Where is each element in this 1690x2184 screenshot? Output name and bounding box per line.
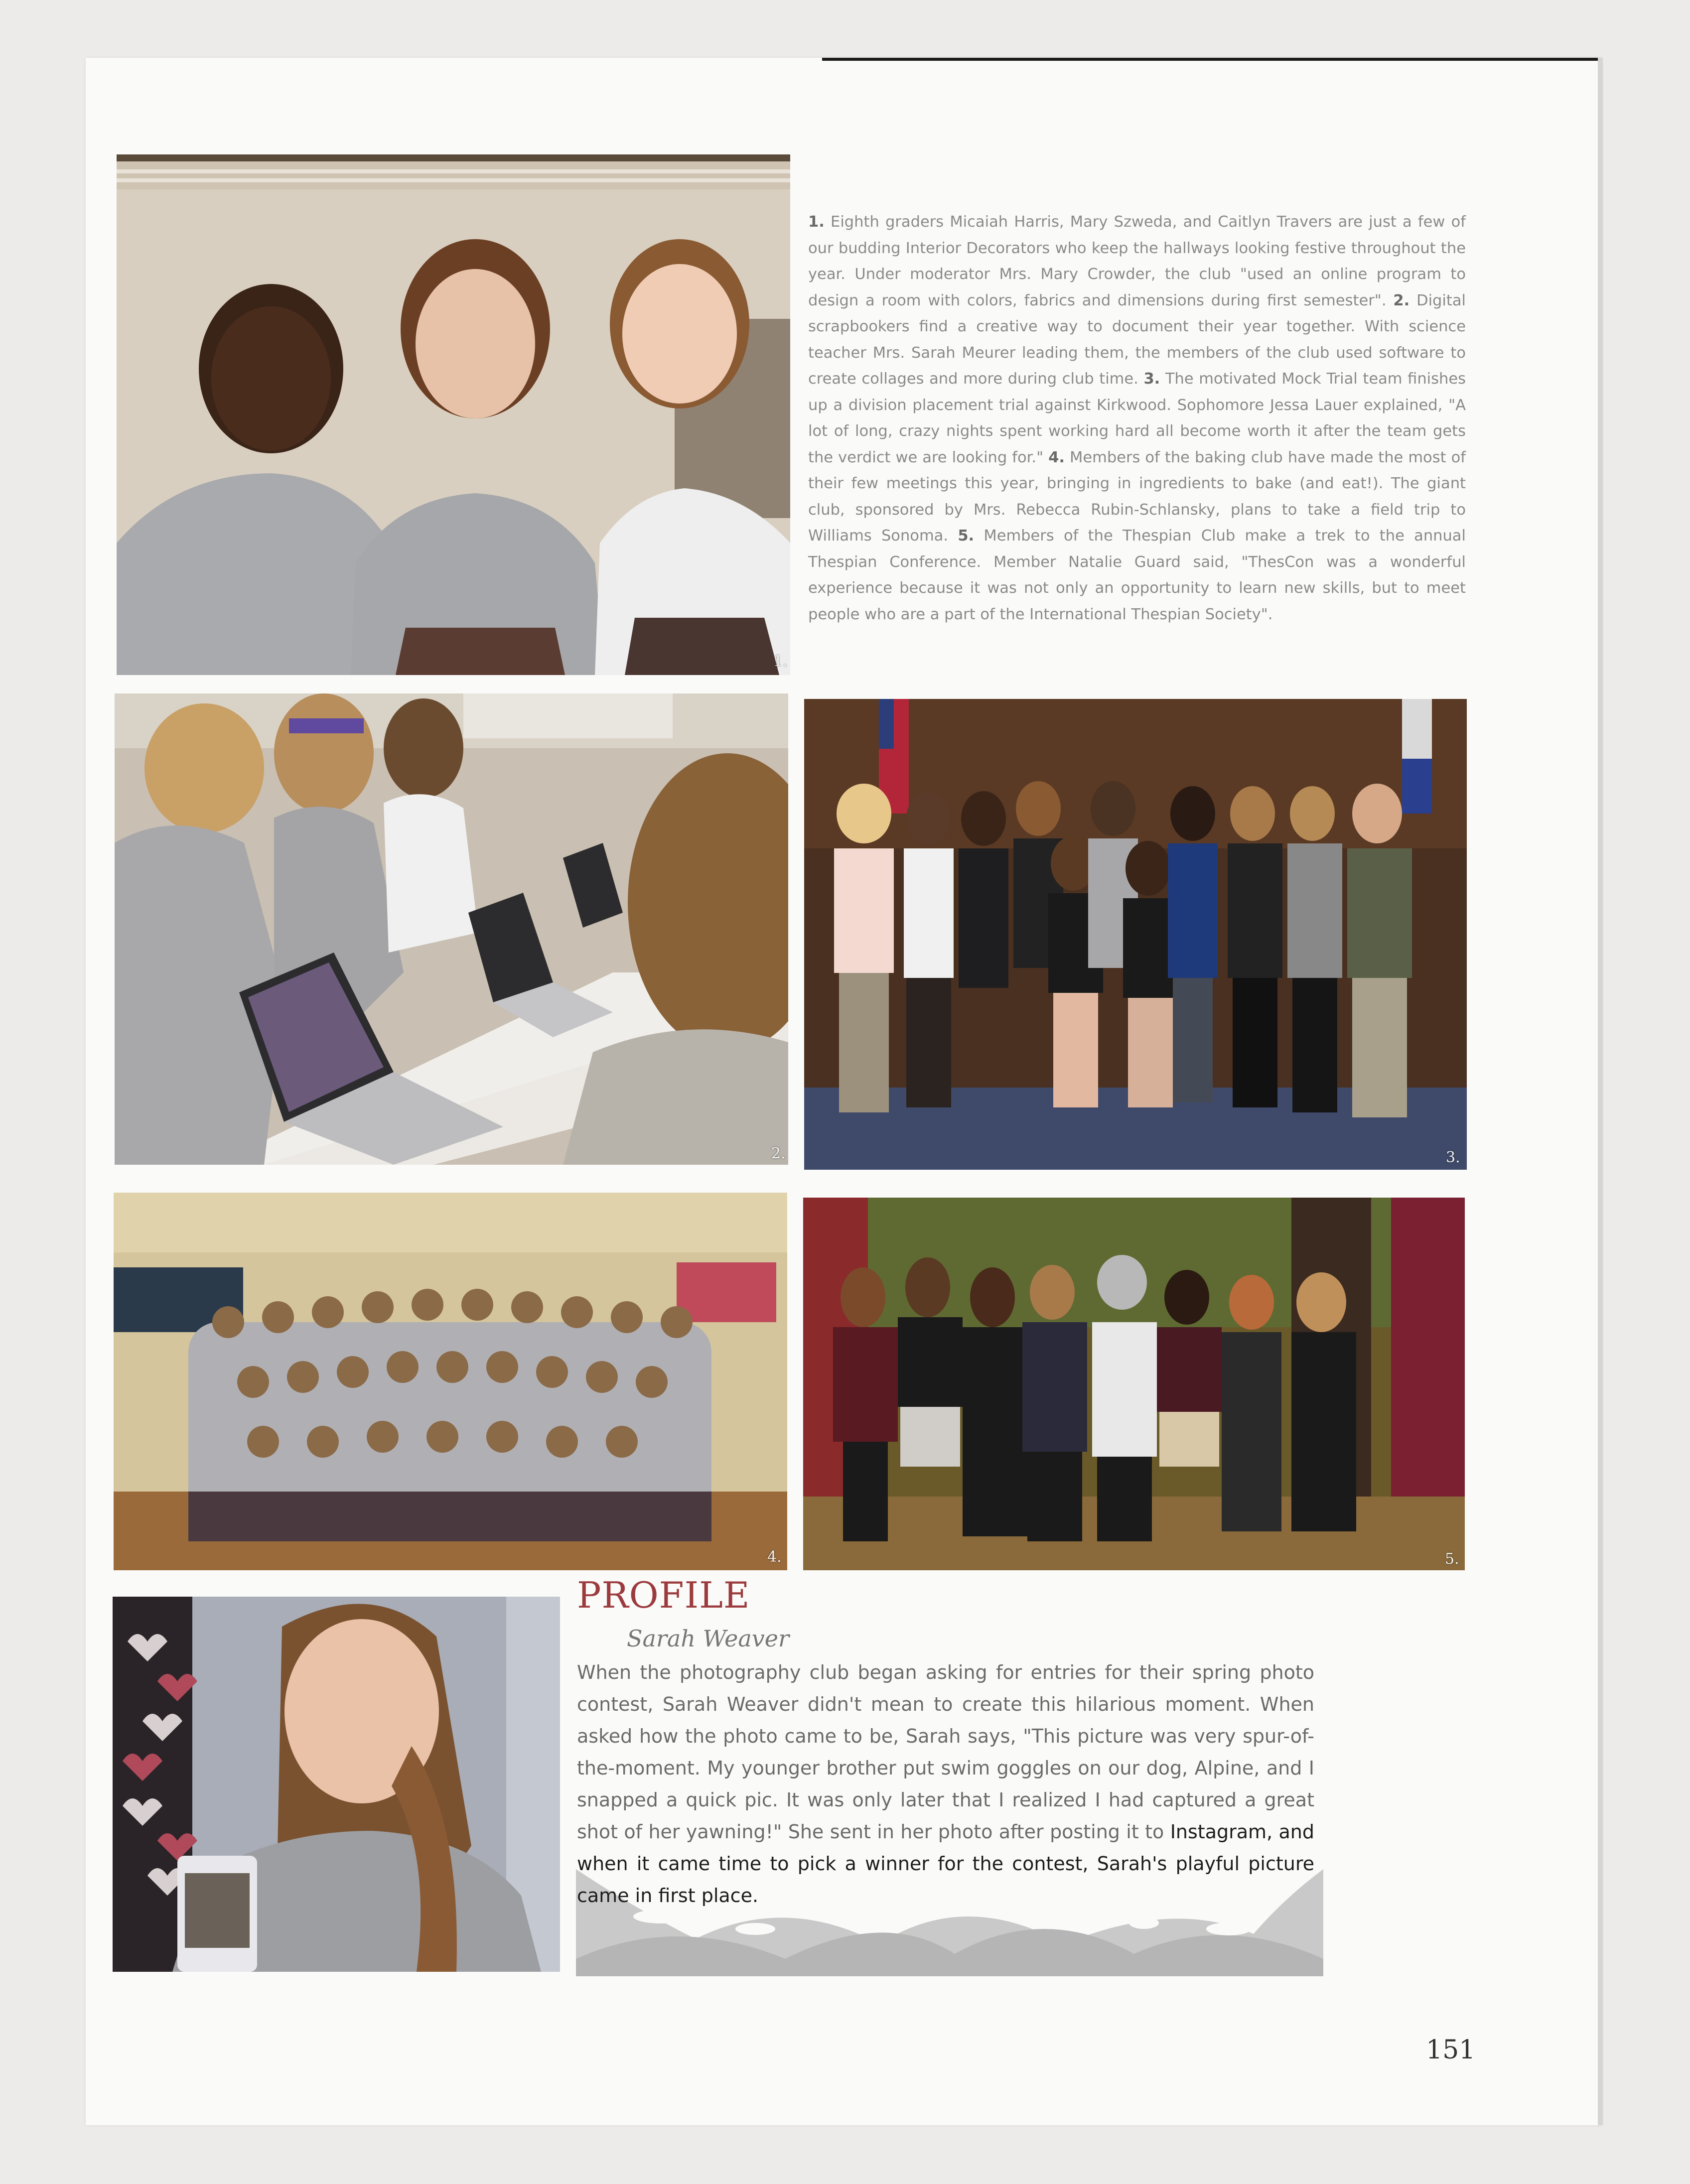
caption-number-5: 5. (958, 527, 975, 545)
photo-2-number: 2. (771, 1145, 786, 1162)
photo-5-number: 5. (1445, 1550, 1459, 1568)
photo-3-number: 3. (1446, 1149, 1460, 1166)
caption-text-5: Members of the Thespian Club make a trek to the annual Thespian Conference. Member Natalie Guard said, "ThesCon was a wonderful experience because it was not only an opportunity to learn new skills, but to meet people who are a part of the International Thespian Society". (808, 527, 1466, 623)
photo-4-number: 4. (767, 1548, 782, 1566)
caption-number-2: 2. (1393, 291, 1410, 309)
profile-title: PROFILE (577, 1574, 750, 1616)
profile-body (577, 1656, 1314, 1911)
caption-number-3: 3. (1143, 370, 1160, 388)
profile-body-text: When the photography club began asking for entries for their spring photo contest, Sarah Weaver didn't mean to create this hilarious moment. When asked how the photo came to be, Sarah says, "This picture was very spur-of-the-moment. My younger brother put swim goggles on our dog, Alpine, and I snapped a quick pic. It was only later that I realized I had captured a great shot of her yawning!" She sent in her photo after posting it to (577, 1661, 1314, 1843)
photo-1 (117, 154, 790, 675)
photo-4 (114, 1193, 787, 1570)
caption-text-4: Members of the baking club have made the most of their few meetings this year, bringing in ingredients to bake (and eat!). The giant club, sponsored by Mrs. Rebecca Rubin-Schlansky, plans to take a field trip to Williams Sonoma. (808, 448, 1466, 545)
page-edge (1598, 58, 1603, 2125)
photo-2 (115, 693, 788, 1165)
photo-profile (113, 1597, 560, 1972)
page-number: 151 (1426, 2035, 1476, 2065)
photo-5 (803, 1198, 1465, 1570)
photo-3 (804, 699, 1467, 1170)
photo-1-number: 1. (773, 653, 788, 670)
caption-text-3: The motivated Mock Trial team finishes up a division placement trial against Kirkwood. Sophomore Jessa Lauer explained, "A lot of long, crazy nights spent working hard all become worth it after the team gets the verdict we are looking for." (808, 370, 1466, 466)
caption-text-1: Eighth graders Micaiah Harris, Mary Szweda, and Caitlyn Travers are just a few of our budding Interior Decorators who keep the hallways looking festive throughout the year. Under moderator Mrs. Mary Crowder, the club "used an online program to design a room with colors, fabrics and dimensions during first semester". (808, 213, 1466, 309)
caption-number-1: 1. (808, 213, 825, 231)
photo-caption (808, 209, 1466, 628)
caption-number-4: 4. (1048, 448, 1065, 466)
profile-body-text-end: Instagram, and when it came time to pick a winner for the contest, Sarah's playful picture came in first place. (577, 1821, 1314, 1907)
top-rule (822, 58, 1602, 61)
caption-text-2: Digital scrapbookers find a creative way to document their year together. With science teacher Mrs. Sarah Meurer leading them, the members of the club used software to create collages and more during club time. (808, 291, 1466, 388)
profile-name: Sarah Weaver (627, 1625, 789, 1652)
